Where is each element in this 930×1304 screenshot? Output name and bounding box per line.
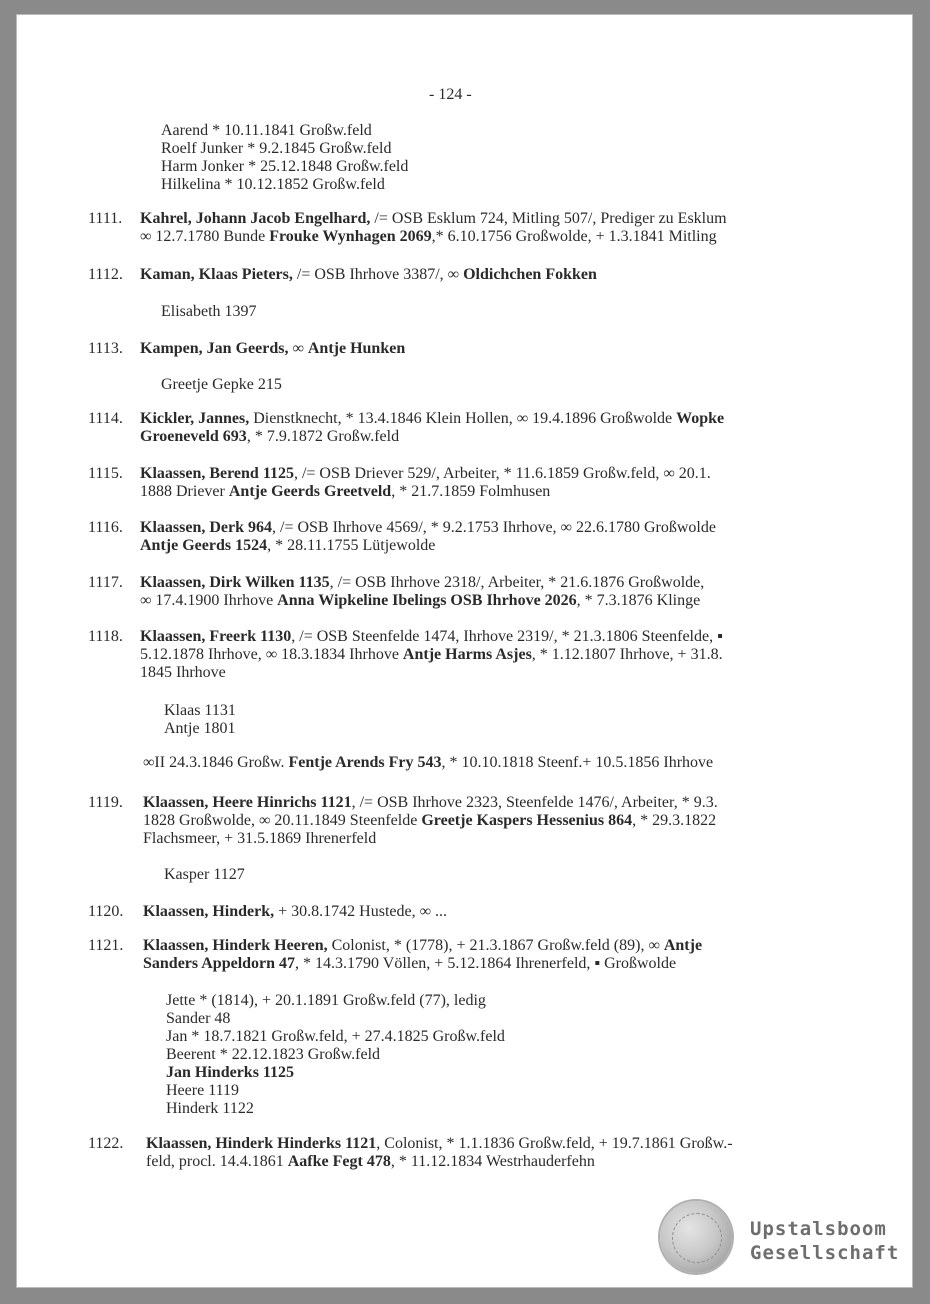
entry-1115: Klaassen, Berend 1125, /= OSB Driever 529/, Arbeiter, * 11.6.1859 Großw.feld, ∞ 20.1. 1888 Driever Antje Geerds Greetveld, * 21.7.1859 Folmhusen xyxy=(140,465,711,500)
seal-logo xyxy=(660,1201,732,1273)
children-list-1121 xyxy=(166,992,505,1118)
child-entry: Sander 48 xyxy=(166,1010,231,1027)
entry-1116: Klaassen, Derk 964, /= OSB Ihrhove 4569/, * 9.2.1753 Ihrhove, ∞ 22.6.1780 Großwolde Antje Geerds 1524, * 28.11.1755 Lütjewolde xyxy=(140,519,716,554)
child-entry: Greetje Gepke 215 xyxy=(161,376,282,393)
second-marriage-1118: ∞II 24.3.1846 Großw. Fentje Arends Fry 543, * 10.10.1818 Steenf.+ 10.5.1856 Ihrhove xyxy=(143,754,714,771)
entry-number: 1121. xyxy=(88,937,124,954)
entry-1112: Kaman, Klaas Pieters, /= OSB Ihrhove 3387/, ∞ Oldichchen Fokken xyxy=(140,266,597,283)
entry-1111: Kahrel, Johann Jacob Engelhard, /= OSB Esklum 724, Mitling 507/, Prediger zu Esklum ∞ 12.7.1780 Bunde Frouke Wynhagen 2069,* 6.10.1756 Großwolde, + 1.3.1841 Mitling xyxy=(140,210,727,245)
child-entry: Harm Jonker * 25.12.1848 Großw.feld xyxy=(161,158,409,175)
entry-1113: Kampen, Jan Geerds, ∞ Antje Hunken xyxy=(140,340,406,357)
child-entry: Jan Hinderks 1125 xyxy=(166,1064,295,1081)
child-entry: Hilkelina * 10.12.1852 Großw.feld xyxy=(161,176,385,193)
entry-1118: Klaassen, Freerk 1130, /= OSB Steenfelde 1474, Ihrhove 2319/, * 21.3.1806 Steenfelde, ▪ 5.12.1878 Ihrhove, ∞ 18.3.1834 Ihrhove Antje Harms Asjes, * 1.12.1807 Ihrhove, + 31.8. 1845 Ihrhove xyxy=(140,628,723,681)
children-list-top xyxy=(161,122,408,194)
entry-number: 1111. xyxy=(88,210,123,227)
entry-1120: Klaassen, Hinderk, + 30.8.1742 Hustede, ∞ ... xyxy=(143,903,447,920)
entry-1114: Kickler, Jannes, Dienstknecht, * 13.4.1846 Klein Hollen, ∞ 19.4.1896 Großwolde Wopke Groeneveld 693, * 7.9.1872 Großw.feld xyxy=(140,410,725,445)
entry-1121: Klaassen, Hinderk Heeren, Colonist, * (1778), + 21.3.1867 Großw.feld (89), ∞ Antje Sanders Appeldorn 47, * 14.3.1790 Völlen, + 5.12.1864 Ihrenerfeld, ▪ Großwolde xyxy=(143,937,703,972)
entry-number: 1114. xyxy=(88,410,123,427)
entry-number: 1117. xyxy=(88,574,123,591)
page-number: - 124 - xyxy=(429,86,472,103)
children-list-1118 xyxy=(164,702,236,738)
entry-1122: Klaassen, Hinderk Hinderks 1121, Colonist, * 1.1.1836 Großw.feld, + 19.7.1861 Großw.- feld, procl. 14.4.1861 Aafke Fegt 478, * 11.12.1834 Westrhauderfehn xyxy=(146,1135,733,1170)
child-entry: Klaas 1131 xyxy=(164,702,236,719)
child-entry: Aarend * 10.11.1841 Großw.feld xyxy=(161,122,372,139)
entry-number: 1116. xyxy=(88,519,123,536)
child-entry: Elisabeth 1397 xyxy=(161,303,257,320)
child-entry: Jan * 18.7.1821 Großw.feld, + 27.4.1825 Großw.feld xyxy=(166,1028,505,1045)
child-entry: Heere 1119 xyxy=(166,1082,239,1099)
entry-number: 1118. xyxy=(88,628,123,645)
child-entry: Antje 1801 xyxy=(164,720,236,737)
entry-number: 1115. xyxy=(88,465,123,482)
entry-number: 1119. xyxy=(88,794,123,811)
entry-number: 1122. xyxy=(88,1135,124,1152)
entry-number: 1120. xyxy=(88,903,124,920)
child-entry: Beerent * 22.12.1823 Großw.feld xyxy=(166,1046,381,1063)
entry-1119: Klaassen, Heere Hinrichs 1121, /= OSB Ihrhove 2323, Steenfelde 1476/, Arbeiter, * 9.3. 1828 Großwolde, ∞ 20.11.1849 Steenfelde Greetje Kaspers Hessenius 864, * 29.3.1822 Flachsmeer, + 31.5.1869 Ihrenerfeld xyxy=(143,794,718,847)
child-entry: Jette * (1814), + 20.1.1891 Großw.feld (77), ledig xyxy=(166,992,486,1009)
brand-name: Upstalsboom Gesellschaft xyxy=(750,1218,900,1264)
entry-number: 1113. xyxy=(88,340,123,357)
child-entry: Kasper 1127 xyxy=(164,866,245,883)
child-entry: Hinderk 1122 xyxy=(166,1100,254,1117)
child-entry: Roelf Junker * 9.2.1845 Großw.feld xyxy=(161,140,392,157)
entry-number: 1112. xyxy=(88,266,123,283)
entry-1117: Klaassen, Dirk Wilken 1135, /= OSB Ihrhove 2318/, Arbeiter, * 21.6.1876 Großwolde, ∞ 17.4.1900 Ihrhove Anna Wipkeline Ibelings OSB Ihrhove 2026, * 7.3.1876 Klinge xyxy=(140,574,705,609)
